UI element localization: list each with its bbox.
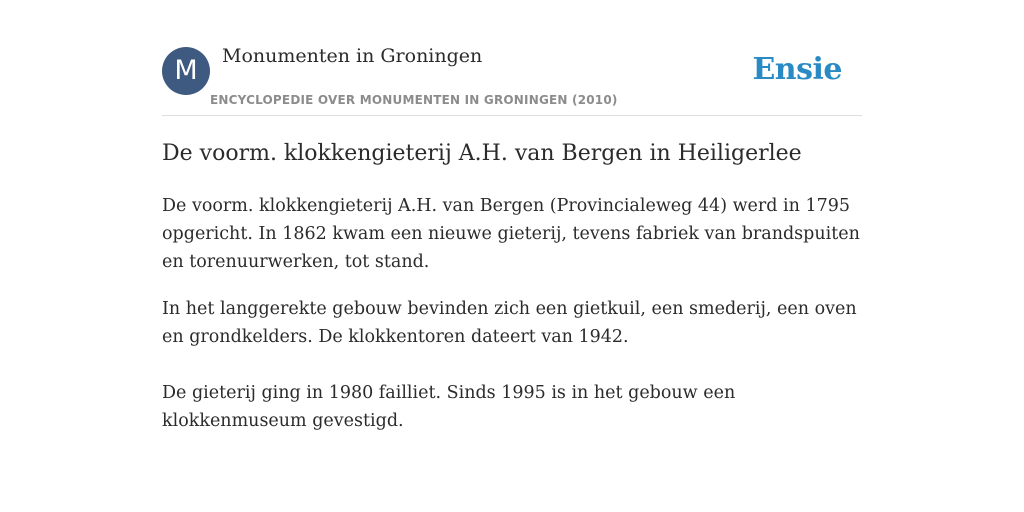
article-paragraph: De voorm. klokkengieterij A.H. van Bergen (Provincialeweg 44) werd in 1795 opgericht. In 1862 kwam een nieuwe gieterij, tevens fabriek van brandspuiten en torenuurwerken, tot stand. <box>162 196 860 272</box>
source-title[interactable]: Monumenten in Groningen <box>222 45 483 67</box>
source-subtitle: ENCYCLOPEDIE OVER MONUMENTEN IN GRONINGEN (2010) <box>210 93 618 107</box>
article-paragraph: In het langgerekte gebouw bevinden zich een gietkuil, een smederij, een oven en grondkelders. De klokkentoren dateert van 1942. <box>162 299 857 347</box>
ensie-logo[interactable]: Ensie <box>752 52 842 87</box>
header <box>162 0 862 116</box>
page <box>162 0 862 512</box>
article-paragraph: De gieterij ging in 1980 failliet. Sinds 1995 is in het gebouw een klokkenmuseum gevestigd. <box>162 383 736 431</box>
avatar[interactable]: M <box>162 47 210 95</box>
article-title: De voorm. klokkengieterij A.H. van Bergen in Heiligerlee <box>162 141 802 166</box>
